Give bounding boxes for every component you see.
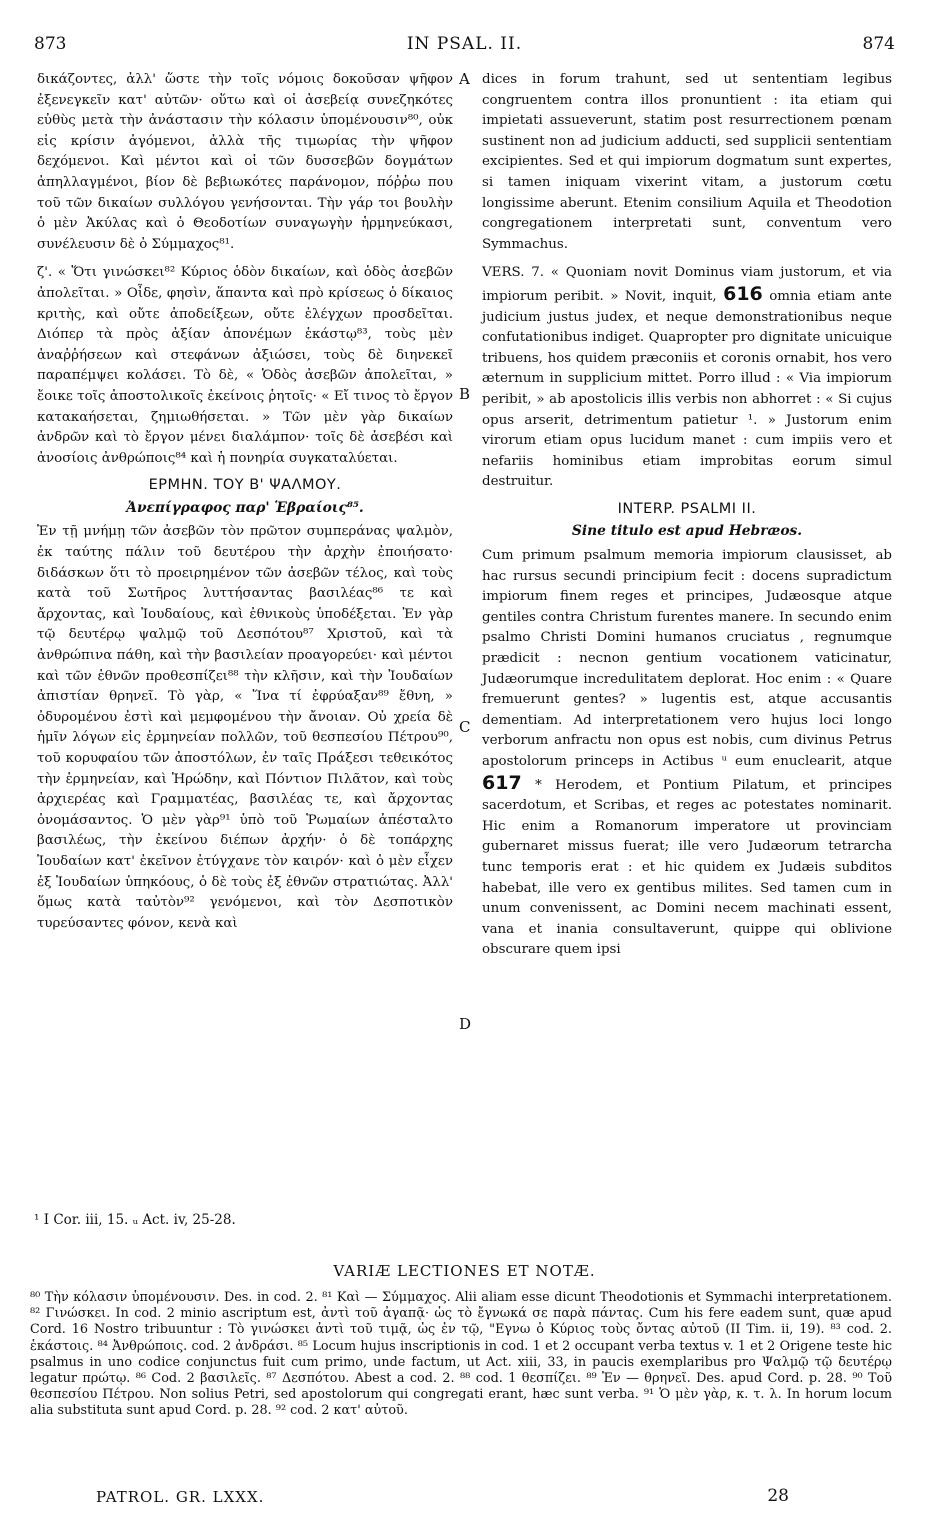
footer-volume: PATROL. GR. LXXX. — [96, 1488, 265, 1506]
greek-paragraph-2: ζ'. « Ὅτι γινώσκει⁸² Κύριος ὁδὸν δικαίων, καὶ ὁδὸς ἀσεβῶν ἀπολεῖται. » Οἶδε, φησὶν, ἅπαντα καὶ πρὸ κρίσεως ὁ δίκαιος κριτὴς, καὶ οὔτε ἀποδείξεων, οὔτε ἐλέγχων προσδεῖται. Διόπερ τὰ πρὸς ἀξίαν ἀπονέμων ἑκάστῳ⁸³, τοὺς μὲν ἀναῤῥήσεων καὶ στεφάνων ἀξιώσει, τοὺς δὲ διηνεκεῖ παραπέμψει κολάσει. Τὸ δὲ, « Ὁδὸς ἀσεβῶν ἀπολεῖται, » ἔοικε τοῖς ἀποστολικοῖς ἐκείνοις ῥητοῖς· « Εἴ τινος τὸ ἔργον κατακαήσεται, ζημιωθήσεται. » Τῶν μὲν γὰρ δικαίων ἀνδρῶν καὶ τὸ ἔργον μένει διαλάμπον· τοῖς δὲ ἀσεβέσι καὶ ἀνοσίοις ἀνθρώποις⁸⁴ καὶ ἡ πονηρία συγκαταλύεται. — [37, 265, 453, 466]
page-header — [34, 34, 895, 58]
greek-column — [37, 70, 453, 934]
latin-section-subtitle: Sine titulo est apud Hebræos. — [571, 523, 803, 540]
latin-paragraph-3-end: * Herodem, et Pontium Pilatum, et principes sacerdotum, et Scribas, et reges ac potestates nominarit. Hic enim a Romanorum imperatore ut provinciam gubernaret missus fuerat; ille vero Judæorum tetrarcha tunc temporis erat : et hic quidem ex Judæis subditos habebat, ille vero ex gentibus milites. Sed tamen cum in unum convenissent, ac Domini necem machinati essent, vana et inania consultaverunt, quippe qui oblivione obscurare quem ipsi — [482, 777, 892, 958]
variae-lectiones-title: VARIÆ LECTIONES ET NOTÆ. — [333, 1262, 596, 1280]
greek-section-subtitle: Ἀνεπίγραφος παρ' Ἑβραίοις⁸⁵. — [126, 499, 364, 516]
greek-paragraph-1: δικάζοντες, ἀλλ' ὥστε τὴν τοῖς νόμοις δοκοῦσαν ψῆφον ἐξενεγκεῖν κατ' αὐτῶν· οὕτω καὶ οἱ ἀσεβείᾳ συνεζηκότες εὐθὺς μετὰ τὴν ἀνάστασιν τὴν κόλασιν ὑπομένουσιν⁸⁰, οὐκ εἰς κρίσιν ἀγόμενοι, ἀλλὰ τῆς τιμωρίας τὴν ψῆφον δεχόμενοι. Καὶ μέντοι καὶ οἱ τῶν δυσσεβῶν δογμάτων ἀπηλλαγμένοι, βίον δὲ βεβιωκότες παράνομον, πόῤῥω που τοῦ τῶν δικαίων συλλόγου γενήσονται. Τὴν γάρ τοι βουλὴν ὁ μὲν Ἀκύλας καὶ ὁ Θεοδοτίων συναγωγὴν ἡρμηνεύκασι, συνέλευσιν δὲ ὁ Σύμμαχος⁸¹. — [37, 72, 453, 252]
margin-marker-c: C — [459, 718, 471, 736]
column-ref-617: 617 — [482, 771, 522, 794]
column-ref-616: 616 — [723, 282, 763, 305]
margin-marker-d: D — [459, 1015, 472, 1033]
latin-paragraph-3 — [482, 546, 892, 961]
latin-section-title: INTERP. PSALMI II. — [617, 500, 757, 517]
latin-paragraph-3-start: Cum primum psalmum memoria impiorum clausisset, ab hac rursus secundi principium fecit : docens supradictum impiorum finem reges et principes, Judæosque atque gentiles contra Christum furentes manere. In secundo enim psalmo Christi Domini humanos cruciatus , regnumque prædicit : necnon gentium vocationem vaticinatur, Judæorumque incredulitatem deplorat. Hoc enim : « Quare fremuerunt gentes? » lugentis est, atque accusantis dementiam. Ad interpretationem vero hujus loci longo verborum anfractu non opus est nobis, cum divinus Petrus apostolorum princeps in Actibus ᵘ eum enuclearit, atque — [482, 548, 892, 769]
latin-paragraph-1: dices in forum trahunt, sed ut sententiam legibus congruentem contra illos pronuntient : ita etiam qui impietati assueverunt, statim post resurrectionem pœnam sustinent non ad judicium adducti, sed supplicii sententiam excipientes. Sed et qui impiorum dogmatum sunt expertes, si tamen iniquam vixerint vitam, a justorum cœtu longissime aberunt. Etenim consilium Aquila et Theodotion congregationem interpretati sunt, conventum vero Symmachus. — [482, 72, 892, 252]
latin-paragraph-2-start: VERS. 7. « Quoniam novit Dominus viam justorum, et via impiorum peribit. » Novit, inquit, — [482, 265, 892, 304]
latin-paragraph-2 — [482, 263, 892, 493]
scripture-footnotes: ¹ I Cor. iii, 15. ᵤ Act. iv, 25-28. — [34, 1212, 236, 1228]
margin-marker-b: B — [459, 385, 471, 403]
margin-marker-a: A — [459, 70, 470, 88]
greek-paragraph-3: Ἐν τῇ μνήμῃ τῶν ἀσεβῶν τὸν πρῶτον συμπεράνας ψαλμὸν, ἐκ ταύτης πάλιν τοῦ δευτέρου τὴν ἀρχὴν ἐποιήσατο· διδάσκων ὅτι τὸ προειρημένον τῶν ἀσεβῶν τέλος, καὶ τοὺς κατὰ τοῦ Σωτῆρος λυττήσαντας βασιλέας⁸⁶ τε καὶ ἄρχοντας, καὶ Ἰουδαίους, καὶ ἐθνικοὺς ὑποδέξεται. Ἐν γὰρ τῷ δευτέρῳ ψαλμῷ τοῦ Δεσπότου⁸⁷ Χριστοῦ, καὶ τὰ ἀνθρώπινα πάθη, καὶ τὴν βασιλείαν προαγορεύει· καὶ μέντοι καὶ τῶν ἐθνῶν προθεσπίζει⁸⁸ τὴν κλῆσιν, καὶ τὴν Ἰουδαίων ἀπιστίαν θρηνεῖ. Τὸ γὰρ, « Ἵνα τί ἐφρύαξαν⁸⁹ ἔθνη, » ὀδυρομένου ἐστὶ καὶ μεμφομένου τὴν ἄνοιαν. Οὐ χρεία δὲ ἡμῖν λόγων εἰς ἑρμηνείαν πολλῶν, τοῦ θεσπεσίου Πέτρου⁹⁰, τοῦ κορυφαίου τῶν ἀποστόλων, ἐν ταῖς Πράξεσι τεθεικότος τὴν ἑρμηνείαν, καὶ Ἡρώδην, καὶ Πόντιον Πιλᾶτον, καὶ τοὺς ἀρχιερέας καὶ Γραμματέας, βασιλέας τε, καὶ ἄρχοντας ὀνομάσαντος. Ὁ μὲν γὰρ⁹¹ ὑπὸ τοῦ Ῥωμαίων ἀπέσταλτο βασιλέως, τὴν ἐκείνου διέπων ἀρχήν· ὁ δὲ τοπάρχης Ἰουδαίων κατ' ἐκεῖνον ἐτύγχανε τὸν καιρόν· καὶ ὁ μὲν εἶχεν ἐξ Ἰουδαίων ὑπηκόους, ὁ δὲ τοὺς ἐξ ἐθνῶν στρατιώτας. Ἀλλ' ὅμως κατὰ ταὐτὸν⁹² γενόμενοι, καὶ τὸν Δεσποτικὸν τυρεύσαντες φόνον, κενὰ καὶ — [37, 524, 453, 931]
latin-paragraph-2-end: omnia etiam ante judicium justus judex, et neque demonstrationibus neque confutationibus indiget. Quapropter pro dignitate unicuique tribuens, hos quidem præconiis et coronis ornabit, hos vero æternum in supplicium mittet. Porro illud : « Via impiorum peribit, » ab apostolicis illis verbis non abhorret : « Si cujus opus arserit, detrimentum patietur ¹. » Justorum enim virorum etiam opus lucidum manet : cum impiis vero et nefariis hominibus etiam improbitas eorum simul destruitur. — [482, 288, 892, 490]
variae-lectiones-text: ⁸⁰ Τὴν κόλασιν ὑπομένουσιν. Des. in cod. 2. ⁸¹ Καὶ — Σύμμαχος. Alii aliam esse dicunt Theodotionis et Symmachi interpretationem. ⁸² Γινώσκει. In cod. 2 minio ascriptum est, ἀντὶ τοῦ ἀγαπᾷ· ὡς τὸ ἔγνωκά σε παρὰ πάντας. Cum his fere eadem sunt, quæ apud Cord. 16 Nostro tribuuntur : Τὸ γινώσκει ἀντὶ τοῦ τιμᾷ, ὡς ἐν τῷ, "Εγνω ὁ Κύριος τοὺς ὄντας αὐτοῦ (II Tim. ii, 19). ⁸³ cod. 2. ἑκάστοις. ⁸⁴ Ἀνθρώποις. cod. 2 ἀνδράσι. ⁸⁵ Locum hujus inscriptionis in cod. 1 et 2 occupant verba textus v. 1 et 2 Origene teste hic psalmus in uno codice conjunctus fuit cum primo, unde factum, ut Act. xiii, 33, in paucis exemplaribus pro Ψαλμῷ τῷ δευτέρῳ legatur πρώτῳ. ⁸⁶ Cod. 2 βασιλεῖς. ⁸⁷ Δεσπότου. Abest a cod. 2. ⁸⁸ cod. 1 θεσπίζει. ⁸⁹ Ἐν — θρηνεῖ. Des. apud Cord. p. 28. ⁹⁰ Τοῦ θεσπεσίου Πέτρου. Non solius Petri, sed apostolorum qui congregati erant, hæc sunt verba. ⁹¹ Ὁ μὲν γὰρ, κ. τ. λ. In horum locum alia substituta sunt apud Cord. p. 28. ⁹² cod. 2 κατ' αὐτοῦ. — [30, 1290, 892, 1419]
column-number-right: 874 — [862, 34, 895, 54]
greek-section-title: ΕΡΜΗΝ. ΤΟΥ Β' ΨΑΛΜΟΥ. — [148, 477, 342, 494]
running-title: IN PSAL. II. — [406, 34, 523, 54]
footer-signature: 28 — [767, 1486, 789, 1506]
column-number-left: 873 — [34, 34, 67, 54]
latin-column — [482, 70, 892, 961]
